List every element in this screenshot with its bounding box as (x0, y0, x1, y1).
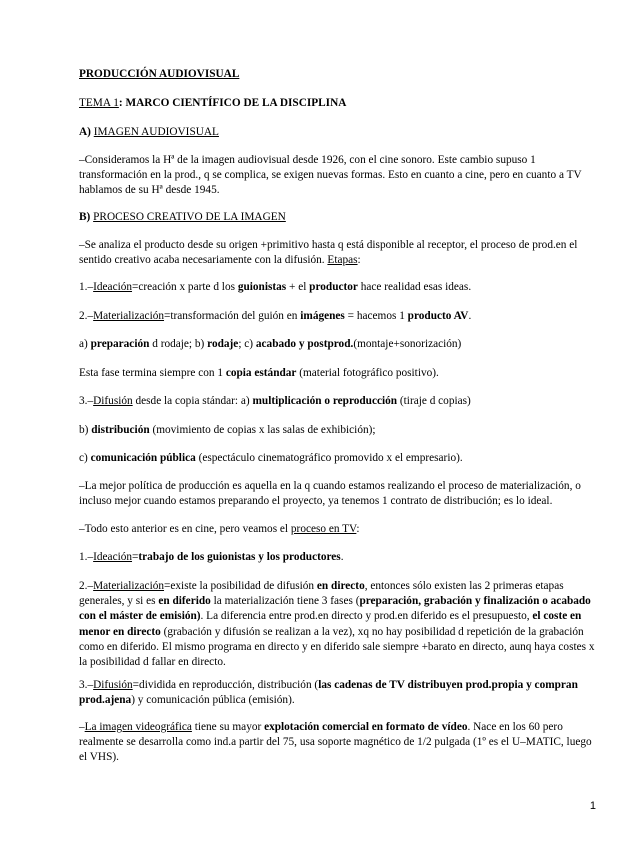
paragraph-10: –La mejor política de producción es aquella en la q cuando estamos realizando el proceso de materialización, o incluso mejor cuando estamos preparando el proyecto, ya tenemos 1 contrato de distribución; es lo ideal. (79, 480, 581, 508)
p4-b2: producto AV (407, 310, 469, 322)
p9-a: c) (79, 452, 91, 464)
p6-b1: copia estándar (225, 367, 297, 379)
p5-e: (montaje+sonorización) (353, 338, 462, 350)
p9-c: (espectáculo cinematográfico promovido x el empresario). (195, 452, 463, 464)
doc-title: PRODUCCIÓN AUDIOVISUAL (79, 68, 240, 80)
paragraph-2 (79, 238, 599, 268)
p15-pre: – (79, 721, 85, 733)
paragraph-7 (79, 394, 471, 409)
p13-c: , entonces sólo existen las 2 primeras etapas generales, y si es (79, 580, 564, 608)
p3-d: hace realidad esas ideas. (357, 281, 472, 293)
p14-a: =dividida en reproducción, distribución ( (132, 679, 319, 691)
p13-b3: preparación, grabación y finalización o acabado con el máster de emisión) (79, 595, 591, 623)
paragraph-12 (79, 550, 344, 565)
p4-a: =transformación del guión en (164, 310, 301, 322)
p4-b1: imágenes (300, 310, 345, 322)
p14-difusion: Difusión (93, 679, 133, 691)
paragraph-14 (79, 678, 599, 708)
paragraph-3 (79, 280, 471, 295)
paragraph-5 (79, 337, 461, 352)
section-a-heading (79, 125, 219, 140)
p11-c: : (356, 523, 360, 535)
p15-c: . Nace en los 60 pero realmente se desarrolla como ind.a partir del 75, usa soporte magnético de 1/2 pulgada (1º es el U–MATIC, luego el VHS). (79, 721, 592, 764)
p12-a: = (132, 551, 139, 563)
p2-text: –Se analiza el producto desde su origen +primitivo hasta q está disponible al receptor, el proceso de prod.en el sentido creativo acaba necesariamente con la difusión. (79, 239, 578, 267)
tema-text: : MARCO CIENTÍFICO DE LA DISCIPLINA (118, 97, 347, 109)
p11-a: –Todo esto anterior es en cine, pero veamos el (79, 523, 291, 535)
p4-c: = hacemos 1 (344, 310, 408, 322)
p3-b1: guionistas (237, 281, 287, 293)
p15-b1: explotación comercial en formato de vídeo (264, 721, 468, 733)
p5-b3: acabado y postprod. (255, 338, 354, 350)
p5-c: d rodaje; b) (149, 338, 208, 350)
p3-c: + el (286, 281, 310, 293)
p2-end: : (357, 254, 361, 267)
p13-f: (grabación y difusión se realizan a la vez), xq no hay posibilidad d repetición de la grabación como en diferido. El mismo programa en directo y en diferido sale siempre +barato en directo, aunq haya costes x la posibilidad d fallar en directo. (79, 625, 595, 669)
section-a-title: IMAGEN AUDIOVISUAL (93, 126, 219, 138)
p8-c: (movimiento de copias x las salas de exhibición); (149, 424, 376, 436)
section-b-title: PROCESO CREATIVO DE LA IMAGEN (93, 211, 286, 223)
paragraph-8 (79, 423, 376, 438)
p3-a: =creación x parte d los (132, 281, 238, 293)
p3-b2: productor (309, 281, 358, 293)
tema-label: TEMA 1 (79, 97, 119, 109)
p4-d: . (468, 310, 472, 322)
p14-c: ) y comunicación pública (emisión). (131, 694, 295, 707)
tema-heading (79, 96, 346, 111)
p7-a: desde la copia stándar: a) (132, 395, 253, 407)
p13-d: la materialización tiene 3 fases ( (210, 595, 360, 608)
p6-a: Esta fase termina siempre con 1 (79, 367, 226, 379)
p7-difusion: Difusión (93, 395, 133, 407)
p13-materializacion: Materialización (93, 580, 165, 592)
paragraph-6 (79, 366, 439, 381)
p4-pre: 2.– (79, 310, 94, 322)
p14-pre: 3.– (79, 679, 94, 691)
p13-e: . La diferencia entre prod.en directo y prod.en diferido es el presupuesto, (200, 610, 533, 623)
p5-b2: rodaje (207, 338, 239, 350)
p8-a: b) (79, 424, 92, 436)
p14-b1: las cadenas de TV distribuyen prod.propia y compran prod.ajena (79, 679, 578, 707)
p5-d: ; c) (238, 338, 256, 350)
p8-b1: distribución (91, 424, 150, 436)
paragraph-15 (79, 720, 599, 766)
paragraph-13 (79, 579, 599, 670)
p7-b1: multiplicación o reproducción (252, 395, 398, 407)
etapas-link: Etapas (327, 254, 358, 267)
section-b-letter: B) (79, 211, 94, 223)
p5-b1: preparación (90, 338, 150, 350)
paragraph-1: –Consideramos la Hª de la imagen audiovisual desde 1926, con el cine sonoro. Este cambio supuso 1 transformación en la prod., q se complica, se exigen nuevas formas. Esto en cuanto a cine, pero en cuanto a TV hablamos de su Hª desde 1945. (79, 154, 582, 197)
p13-b1: en directo (316, 580, 365, 592)
p12-pre: 1.– (79, 551, 94, 563)
p13-pre: 2.– (79, 580, 94, 592)
p15-a: tiene su mayor (191, 721, 265, 733)
imagen-videografica: La imagen videográfica (84, 721, 192, 733)
p9-b1: comunicación pública (90, 452, 196, 464)
section-b-heading (79, 210, 286, 225)
paragraph-11 (79, 522, 360, 537)
p7-c: (tiraje d copias) (397, 395, 471, 407)
p12-c: . (340, 551, 344, 563)
p5-a: a) (79, 338, 91, 350)
p12-b1: trabajo de los guionistas y los productores (138, 551, 341, 563)
p3-ideacion: Ideación (93, 281, 133, 293)
page-number: 1 (589, 800, 596, 812)
p12-ideacion: Ideación (93, 551, 133, 563)
p13-b2: en diferido (158, 595, 211, 608)
paragraph-4 (79, 309, 471, 324)
p6-c: (material fotográfico positivo). (296, 367, 439, 379)
proceso-en-tv: proceso en TV (290, 523, 357, 535)
p3-pre: 1.– (79, 281, 94, 293)
p7-pre: 3.– (79, 395, 94, 407)
p13-b4: el coste en menor en directo (79, 610, 582, 638)
paragraph-9 (79, 451, 463, 466)
p13-a: =existe la posibilidad de difusión (164, 580, 317, 592)
section-a-letter: A) (79, 126, 94, 138)
p4-materializacion: Materialización (93, 310, 165, 322)
